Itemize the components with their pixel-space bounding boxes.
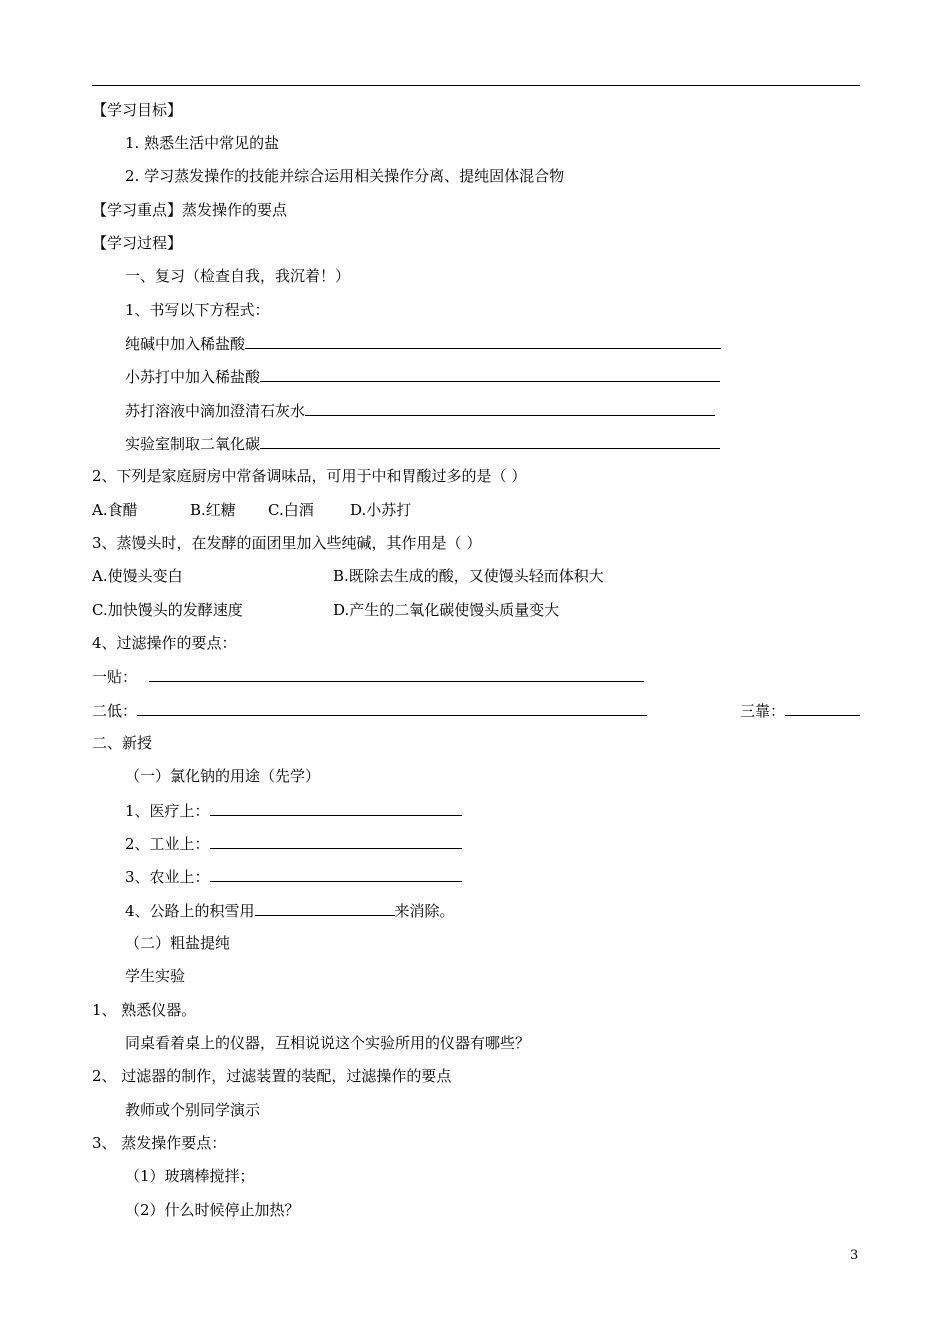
process-heading: 【学习过程】 <box>92 234 183 252</box>
filter-tie-label: 一贴： <box>92 668 138 686</box>
review-title: 一、复习（检查自我，我沉着！） <box>125 267 351 285</box>
step-3-item-2: （2）什么时候停止加热？ <box>125 1201 300 1219</box>
q2-option-d: D.小苏打 <box>350 501 412 519</box>
use-row-2 <box>125 833 462 854</box>
review-q4: 4、过滤操作的要点： <box>92 634 237 652</box>
step-2: 2、 过滤器的制作，过滤装置的装配，过滤操作的要点 <box>92 1067 452 1085</box>
answer-blank[interactable] <box>149 666 644 682</box>
use-label: 4、公路上的积雪用 <box>125 902 255 920</box>
q2-option-c: C.白酒 <box>268 501 314 519</box>
use-label: 3、农业上： <box>125 868 210 886</box>
answer-blank[interactable] <box>245 333 721 349</box>
q3-option-d: D.产生的二氧化碳使馒头质量变大 <box>333 601 560 619</box>
step-3: 3、 蒸发操作要点： <box>92 1134 227 1152</box>
equation-label: 实验室制取二氧化碳 <box>125 435 261 453</box>
goal-item-2: 2. 学习蒸发操作的技能并综合运用相关操作分离、提纯固体混合物 <box>125 167 565 185</box>
experiment-title: 学生实验 <box>125 967 186 985</box>
focus-text: 蒸发操作的要点 <box>182 201 288 219</box>
q3-option-a: A.使馒头变白 <box>92 567 183 585</box>
use-row-1 <box>125 800 462 821</box>
q3-option-b: B.既除去生成的酸，又使馒头轻而体积大 <box>333 567 604 585</box>
step-1: 1、 熟悉仪器。 <box>92 1001 197 1019</box>
focus-line <box>92 200 287 220</box>
answer-blank[interactable] <box>210 833 462 849</box>
answer-blank[interactable] <box>305 400 715 416</box>
equation-label: 苏打溶液中滴加澄清石灰水 <box>125 402 306 420</box>
answer-blank[interactable] <box>210 866 462 882</box>
equation-label: 纯碱中加入稀盐酸 <box>125 335 246 353</box>
equation-row-4 <box>125 433 720 454</box>
answer-blank[interactable] <box>210 800 462 816</box>
equation-row-3 <box>125 400 715 421</box>
equation-row-2 <box>125 366 720 387</box>
answer-blank[interactable] <box>785 700 860 716</box>
goals-heading: 【学习目标】 <box>92 101 183 119</box>
filter-kao-row <box>740 700 860 721</box>
review-q2: 2、下列是家庭厨房中常备调味品，可用于中和胃酸过多的是（ ） <box>92 467 527 485</box>
use-row-3 <box>125 866 462 887</box>
answer-blank[interactable] <box>260 366 720 382</box>
filter-tie-row <box>92 666 644 687</box>
use-label: 2、工业上： <box>125 835 210 853</box>
q2-option-b: B.红糖 <box>190 501 236 519</box>
page-number: 3 <box>850 1248 859 1263</box>
equation-row-1 <box>125 333 721 354</box>
newlesson-part1: （一）氯化钠的用途（先学） <box>125 767 321 785</box>
review-q3: 3、蒸馒头时，在发酵的面团里加入些纯碱，其作用是（ ） <box>92 534 482 552</box>
answer-blank[interactable] <box>137 700 647 716</box>
filter-di-label: 二低： <box>92 702 138 720</box>
answer-blank[interactable] <box>255 900 395 916</box>
filter-di-row <box>92 700 647 721</box>
filter-kao-label: 三靠： <box>740 702 786 720</box>
step-1-text: 同桌看着桌上的仪器，互相说说这个实验所用的仪器有哪些？ <box>125 1034 531 1052</box>
step-2-text: 教师或个别同学演示 <box>125 1101 261 1119</box>
newlesson-part2: （二）粗盐提纯 <box>125 934 231 952</box>
step-3-item-1: （1）玻璃棒搅拌； <box>125 1167 255 1185</box>
focus-heading: 【学习重点】 <box>92 201 183 219</box>
header-rule <box>92 85 860 86</box>
use-suffix: 来消除。 <box>394 902 455 920</box>
q3-option-c: C.加快馒头的发酵速度 <box>92 601 243 619</box>
use-label: 1、医疗上： <box>125 802 210 820</box>
goal-item-1: 1. 熟悉生活中常见的盐 <box>125 134 280 152</box>
equation-label: 小苏打中加入稀盐酸 <box>125 368 261 386</box>
review-q1: 1、书写以下方程式： <box>125 301 270 319</box>
newlesson-title: 二、新授 <box>92 734 153 752</box>
q2-option-a: A.食醋 <box>92 501 138 519</box>
answer-blank[interactable] <box>260 433 720 449</box>
use-row-4 <box>125 900 455 921</box>
